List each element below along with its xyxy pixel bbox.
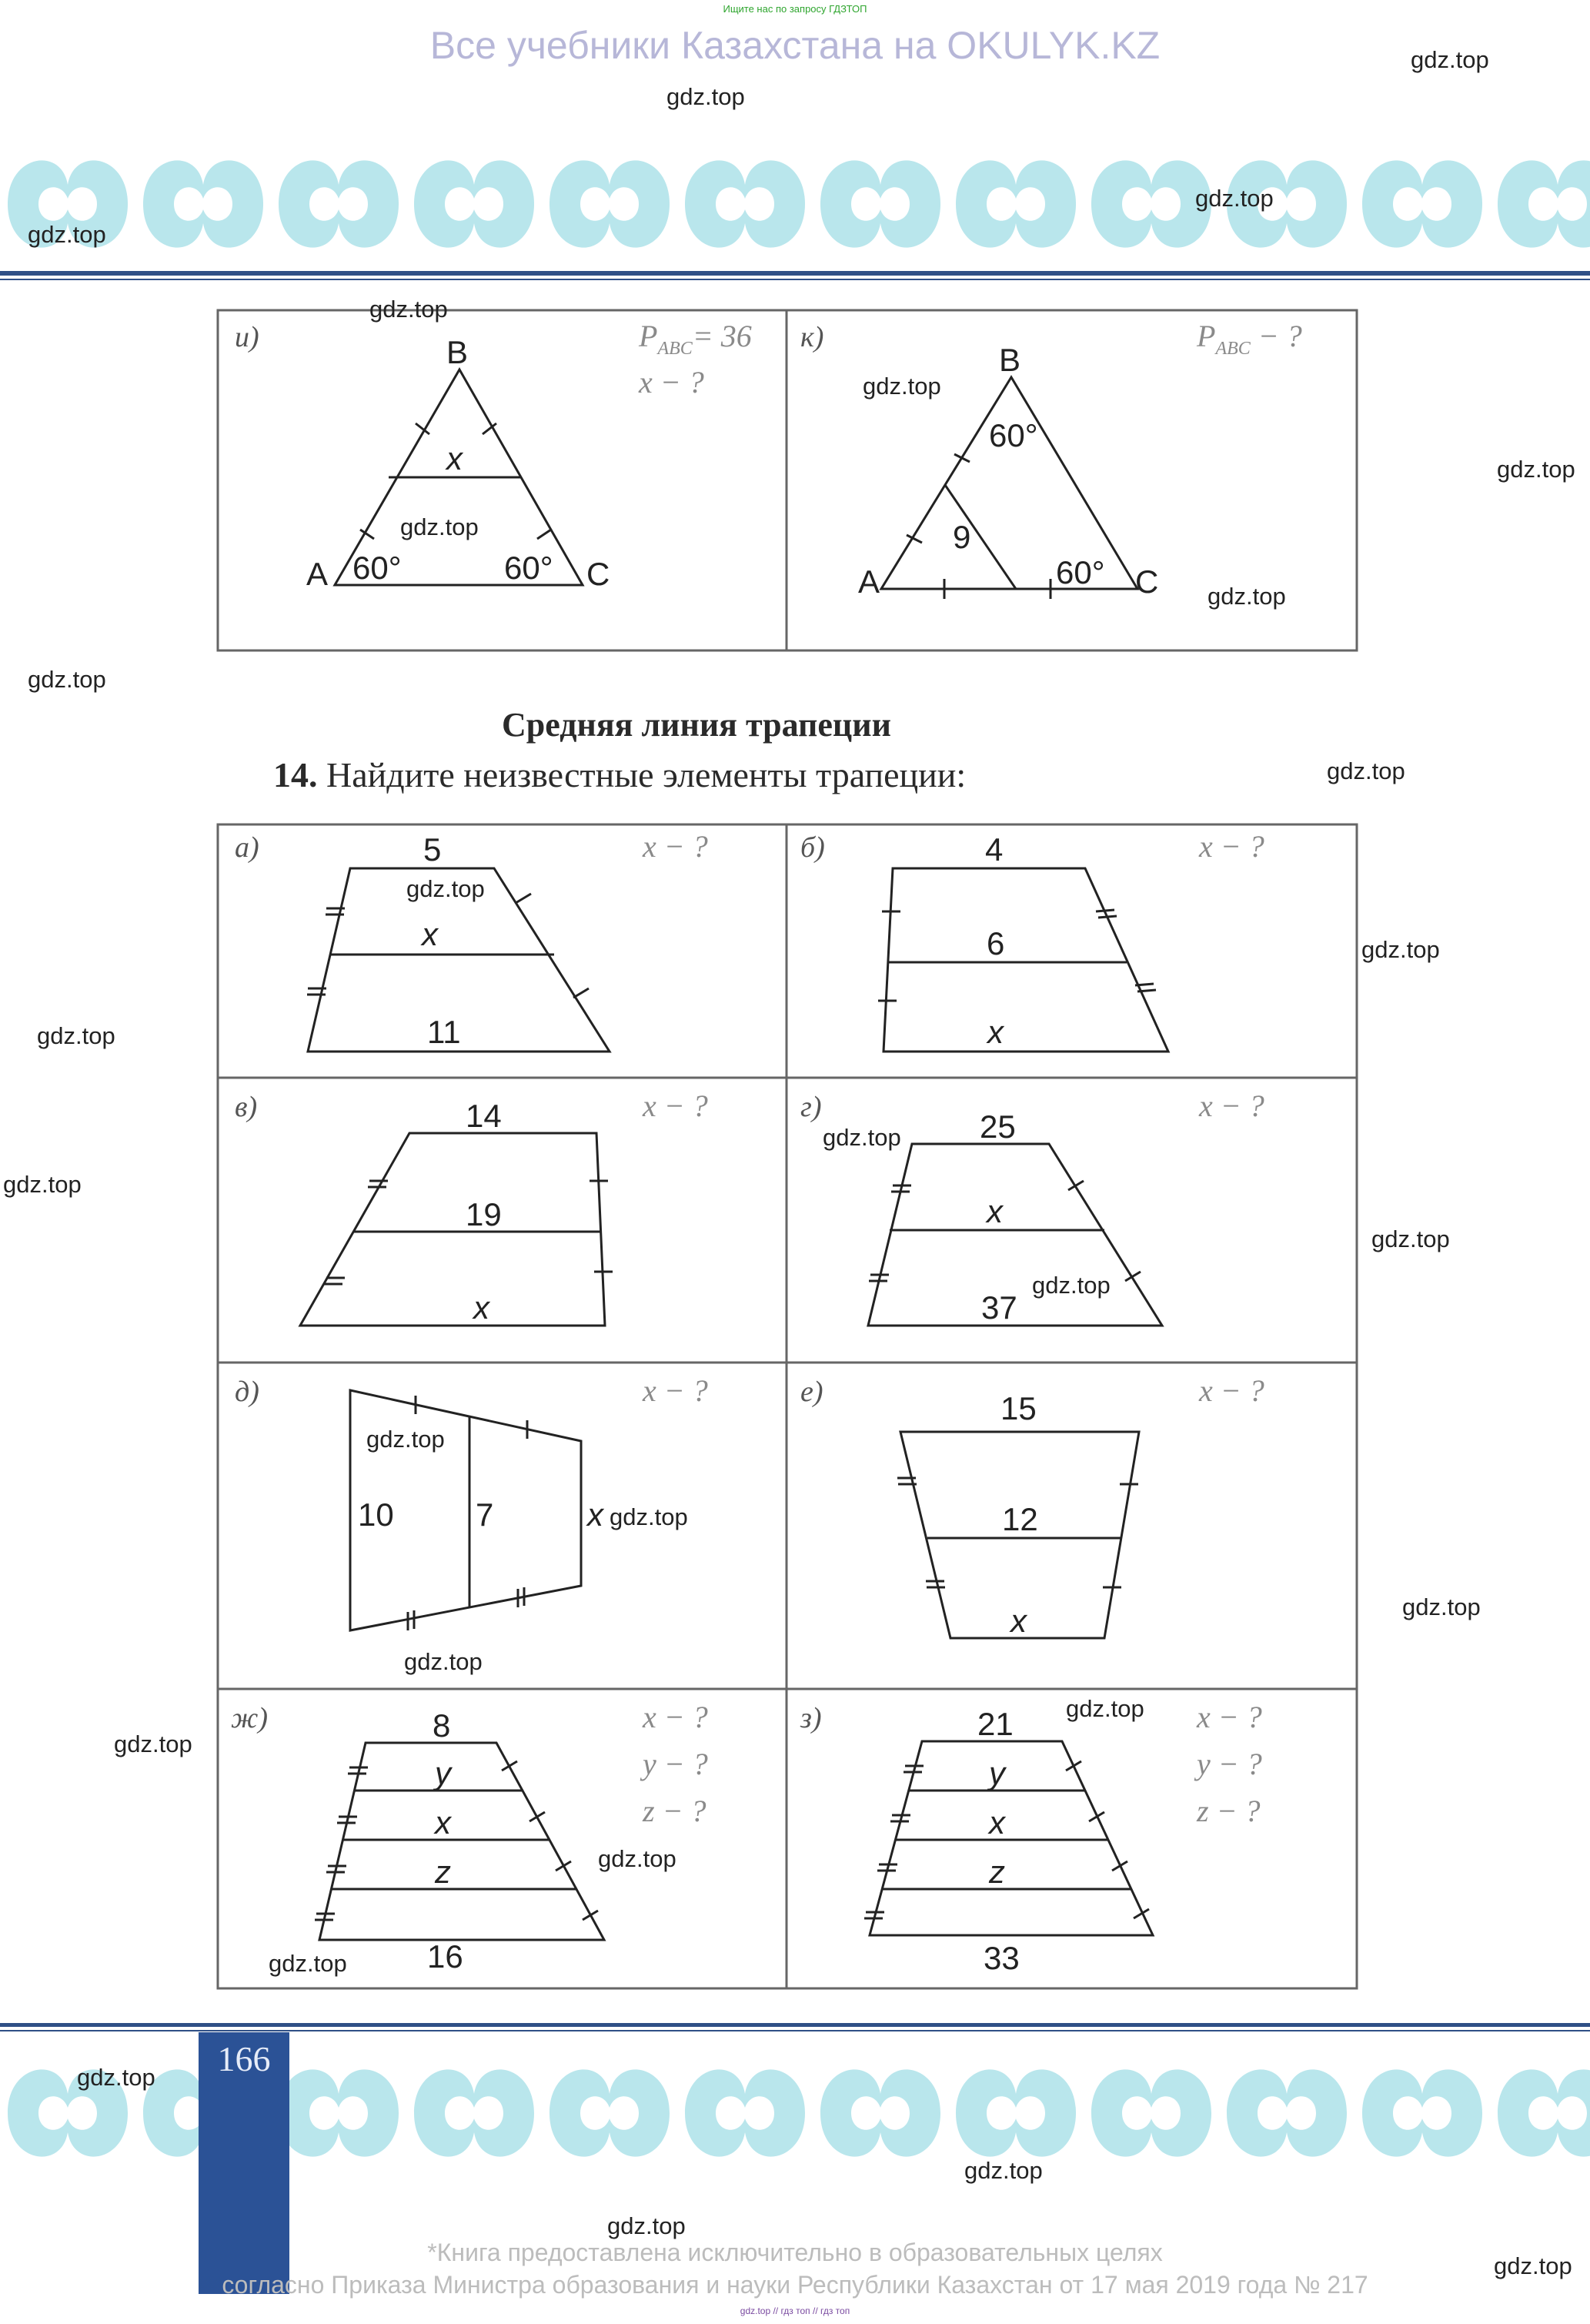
watermark: gdz.top bbox=[369, 296, 448, 323]
line-y: y bbox=[435, 1755, 451, 1791]
section-heading: Средняя линия трапеции bbox=[502, 706, 891, 744]
bottom-base: 37 bbox=[981, 1289, 1017, 1326]
trapezoid-z bbox=[800, 1700, 1262, 1976]
line-x: x bbox=[989, 1804, 1005, 1841]
watermark: gdz.top bbox=[400, 513, 479, 540]
ornament-motif bbox=[414, 2069, 534, 2156]
task-text bbox=[273, 754, 966, 795]
ornament-motif bbox=[820, 2069, 940, 2156]
top-base: 5 bbox=[423, 831, 442, 868]
question: x − ? bbox=[1199, 1373, 1264, 1408]
trapezoid-a bbox=[235, 829, 708, 1052]
watermark: gdz.top bbox=[1402, 1593, 1481, 1620]
angle-c: 60° bbox=[1056, 554, 1105, 590]
ornament-motif bbox=[1227, 2069, 1347, 2156]
vertex-c: C bbox=[586, 556, 610, 592]
midline: 12 bbox=[1002, 1501, 1038, 1537]
watermark: gdz.top bbox=[37, 1022, 115, 1049]
triangle-panels bbox=[215, 308, 1359, 653]
footer-rule-thin bbox=[0, 2030, 1590, 2031]
bottom-base: 11 bbox=[427, 1014, 461, 1050]
question: x − ? bbox=[1199, 829, 1264, 864]
line-z: z bbox=[989, 1854, 1005, 1890]
top-base: 21 bbox=[977, 1706, 1014, 1742]
watermark: gdz.top bbox=[610, 1503, 688, 1530]
midline: 19 bbox=[466, 1196, 502, 1232]
panel-label: г) bbox=[800, 1091, 822, 1123]
watermark: gdz.top bbox=[666, 83, 745, 110]
question-y: y − ? bbox=[643, 1747, 708, 1781]
footer-rule bbox=[0, 2023, 1590, 2027]
watermark: gdz.top bbox=[114, 1730, 192, 1757]
watermark: gdz.top bbox=[366, 1426, 445, 1453]
question: x − ? bbox=[643, 829, 708, 864]
panel-k bbox=[800, 319, 1302, 600]
line-z: z bbox=[435, 1854, 451, 1890]
panel-label: а) bbox=[235, 831, 259, 864]
footer-order: согласно Приказа Министра образования и науки Республики Казахстан от 17 мая 2019 года № 217 bbox=[222, 2271, 1368, 2299]
watermark: gdz.top bbox=[406, 875, 485, 902]
bottom-base: x bbox=[987, 1014, 1004, 1050]
unknown-x: x − ? bbox=[639, 365, 704, 400]
top-base: 25 bbox=[980, 1108, 1016, 1145]
question: x − ? bbox=[643, 1373, 708, 1408]
bottom-base: x bbox=[473, 1289, 489, 1326]
midline: x bbox=[422, 916, 438, 952]
header-rule bbox=[0, 271, 1590, 276]
panel-label: е) bbox=[800, 1376, 823, 1408]
watermark: gdz.top bbox=[607, 2212, 686, 2239]
watermark: gdz.top bbox=[28, 221, 106, 248]
watermark: gdz.top bbox=[77, 2064, 155, 2091]
panel-label: з) bbox=[800, 1702, 822, 1734]
bottom-base: x bbox=[1010, 1603, 1027, 1639]
watermark: gdz.top bbox=[1497, 456, 1575, 483]
footer-tiny: gdz.top // гдз топ // гдз топ bbox=[740, 2306, 850, 2316]
top-base: 14 bbox=[466, 1098, 502, 1134]
ornament-motif bbox=[279, 2069, 399, 2156]
vertex-b: B bbox=[999, 342, 1021, 378]
watermark: gdz.top bbox=[823, 1124, 901, 1151]
top-base: 8 bbox=[433, 1707, 451, 1744]
task-number: 14. bbox=[273, 755, 318, 794]
page-number: 166 bbox=[217, 2039, 271, 2078]
watermark: gdz.top bbox=[28, 666, 106, 693]
top-base: 15 bbox=[1000, 1390, 1037, 1426]
vertex-a: A bbox=[858, 563, 880, 600]
question-z: z − ? bbox=[643, 1794, 706, 1828]
angle-b: 60° bbox=[989, 417, 1038, 453]
midline-x: x bbox=[446, 440, 463, 477]
panel-label: в) bbox=[235, 1091, 258, 1123]
left-base: 10 bbox=[358, 1496, 394, 1533]
trapezoid-e bbox=[800, 1373, 1264, 1639]
question-x: x − ? bbox=[643, 1700, 708, 1734]
ornament-motif bbox=[685, 2069, 805, 2156]
question-z: z − ? bbox=[1197, 1794, 1261, 1828]
site-header[interactable]: Все учебники Казахстана на OKULYK.KZ bbox=[429, 24, 1161, 67]
panel-label: б) bbox=[800, 831, 825, 864]
watermark: gdz.top bbox=[1494, 2252, 1572, 2279]
watermark: gdz.top bbox=[598, 1845, 676, 1872]
vertex-b: B bbox=[446, 334, 469, 370]
vertex-a: A bbox=[306, 556, 329, 592]
panel-i bbox=[235, 319, 752, 592]
watermark: gdz.top bbox=[1066, 1695, 1144, 1722]
top-base: 4 bbox=[985, 831, 1004, 868]
header-rule-thin bbox=[0, 279, 1590, 280]
panel-label: ж) bbox=[231, 1702, 269, 1734]
watermark: gdz.top bbox=[269, 1950, 347, 1977]
bottom-base: 16 bbox=[427, 1938, 463, 1975]
question: x − ? bbox=[643, 1088, 708, 1123]
angle-c: 60° bbox=[504, 550, 553, 586]
perimeter-given: $P_{ABC}= 36$ bbox=[639, 319, 752, 359]
ornament-motif bbox=[549, 2069, 670, 2156]
watermark: gdz.top bbox=[1195, 185, 1274, 212]
question-x: x − ? bbox=[1197, 1700, 1262, 1734]
watermark: gdz.top bbox=[863, 373, 941, 400]
right-base: x bbox=[587, 1496, 603, 1533]
ornament-motif bbox=[1091, 2069, 1211, 2156]
watermark: gdz.top bbox=[1032, 1272, 1111, 1299]
watermark: gdz.top bbox=[404, 1648, 483, 1675]
panel-label: к) bbox=[800, 321, 824, 353]
angle-a: 60° bbox=[352, 550, 402, 586]
line-x: x bbox=[435, 1804, 451, 1841]
line-y: y bbox=[989, 1755, 1005, 1791]
task-statement: Найдите неизвестные элементы трапеции: bbox=[326, 755, 967, 794]
watermark: gdz.top bbox=[1361, 936, 1440, 963]
question-y: y − ? bbox=[1197, 1747, 1262, 1781]
panel-label: и) bbox=[235, 321, 259, 353]
trapezoid-d bbox=[235, 1373, 708, 1630]
watermark: gdz.top bbox=[1208, 583, 1286, 610]
ornament-motif bbox=[1362, 2069, 1482, 2156]
perimeter-unknown: $P_{ABC}$ − ? bbox=[1197, 319, 1302, 359]
footer-disclaimer: *Книга предоставлена исключительно в образовательных целях bbox=[427, 2239, 1163, 2266]
search-hint: Ищите нас по запросу ГДЗТОП bbox=[723, 3, 867, 15]
midline: x bbox=[987, 1193, 1003, 1229]
watermark: gdz.top bbox=[1411, 46, 1489, 73]
vertex-c: C bbox=[1135, 563, 1159, 600]
segment-9: 9 bbox=[953, 519, 971, 555]
midline: 7 bbox=[476, 1496, 494, 1533]
midline: 6 bbox=[987, 925, 1005, 961]
trapezoid-zh bbox=[231, 1700, 708, 1975]
watermark: gdz.top bbox=[3, 1171, 82, 1198]
bottom-base: 33 bbox=[984, 1940, 1020, 1976]
ornament-motif bbox=[1498, 2069, 1590, 2156]
watermark: gdz.top bbox=[1371, 1226, 1450, 1252]
watermark: gdz.top bbox=[964, 2157, 1043, 2184]
trapezoid-grid bbox=[215, 822, 1359, 1992]
trapezoid-b bbox=[800, 829, 1264, 1052]
question: x − ? bbox=[1199, 1088, 1264, 1123]
ornament-band-top bbox=[0, 131, 1590, 277]
ornament-motif bbox=[956, 2069, 1076, 2156]
watermark: gdz.top bbox=[1327, 757, 1405, 784]
trapezoid-v bbox=[235, 1088, 708, 1326]
panel-label: д) bbox=[235, 1376, 259, 1408]
